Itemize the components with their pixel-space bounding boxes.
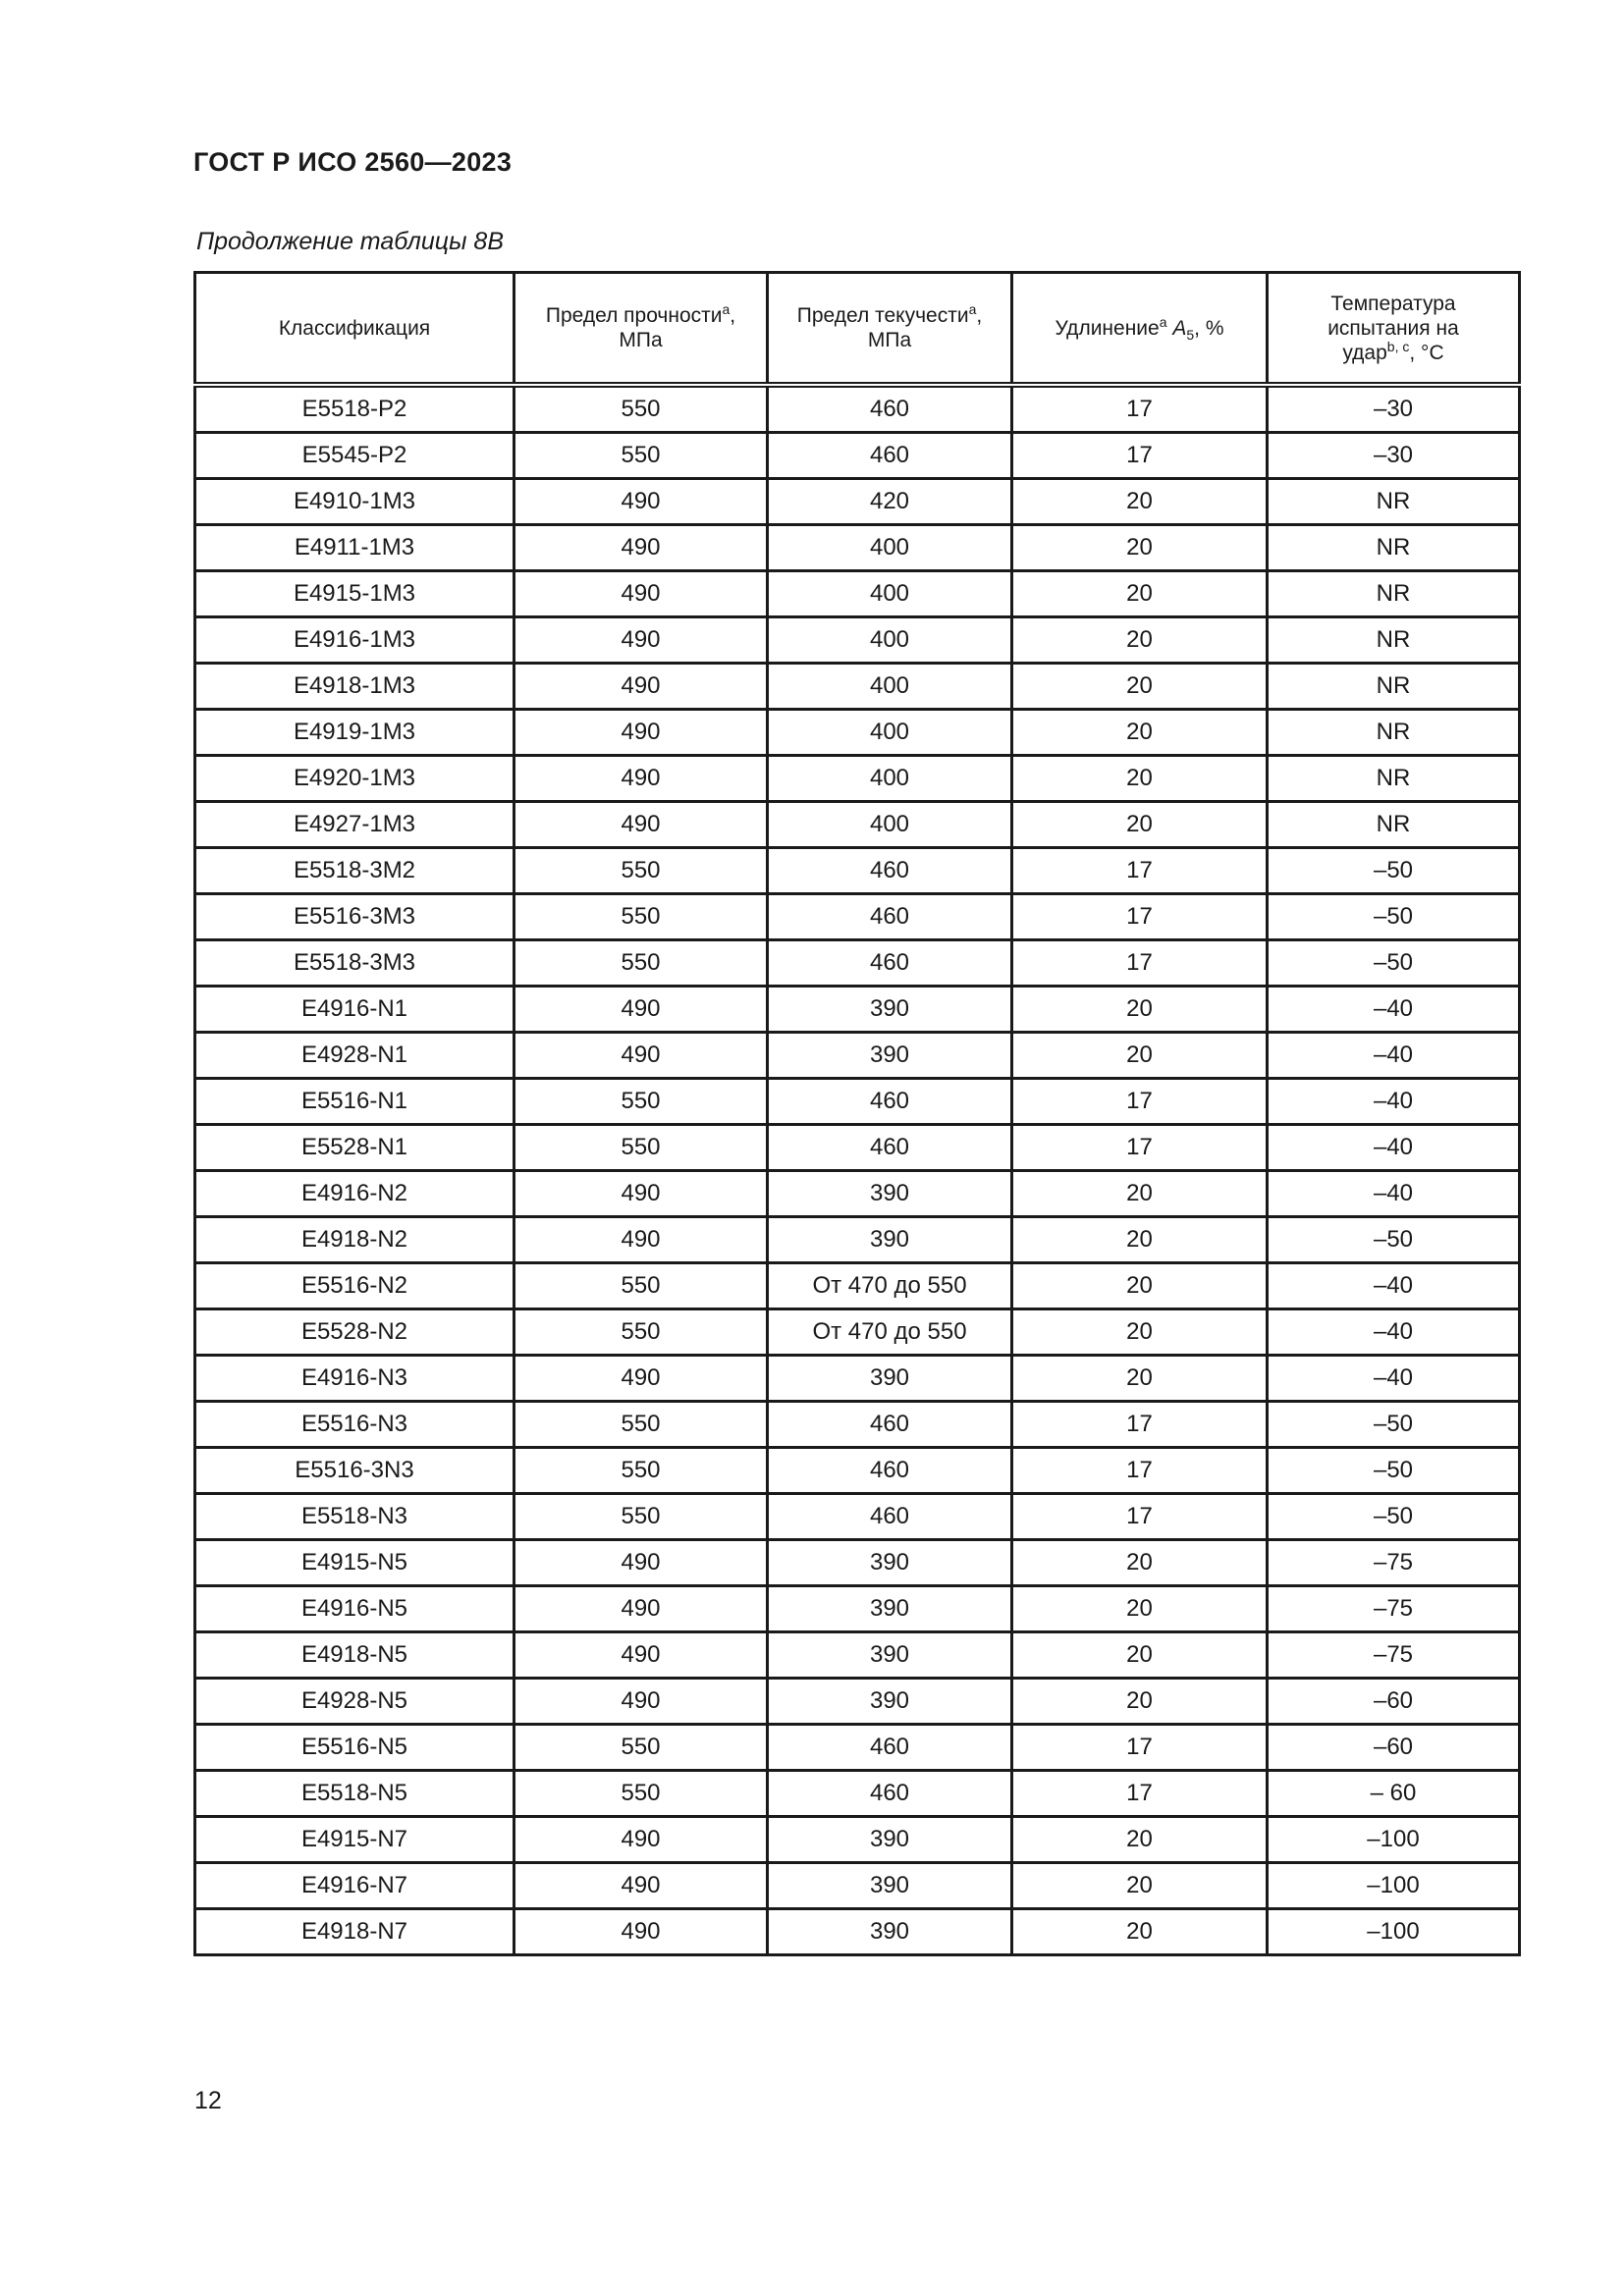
table-row — [195, 1817, 1520, 1863]
cell-test-temperature: –50 — [1268, 1494, 1520, 1540]
table-row — [195, 1217, 1520, 1263]
cell-classification: E4916-1M3 — [195, 617, 514, 664]
cell-test-temperature: NR — [1268, 525, 1520, 571]
cell-test-temperature: –50 — [1268, 894, 1520, 940]
cell-tensile-strength: 550 — [514, 1263, 768, 1309]
cell-classification: E4928-N5 — [195, 1679, 514, 1725]
col-header-classification: Классификация — [195, 273, 514, 386]
cell-yield-strength: 460 — [768, 1125, 1012, 1171]
cell-elongation: 20 — [1012, 1263, 1268, 1309]
cell-test-temperature: NR — [1268, 710, 1520, 756]
col-header-yield-strength: Предел текучести$^a$, МПа — [768, 273, 1012, 386]
cell-yield-strength: 460 — [768, 1448, 1012, 1494]
cell-test-temperature: –40 — [1268, 1125, 1520, 1171]
table-row — [195, 617, 1520, 664]
cell-elongation: 20 — [1012, 1586, 1268, 1632]
cell-tensile-strength: 550 — [514, 1125, 768, 1171]
cell-classification: E4916-N2 — [195, 1171, 514, 1217]
table-row — [195, 894, 1520, 940]
cell-test-temperature: –40 — [1268, 1309, 1520, 1356]
cell-test-temperature: –40 — [1268, 1263, 1520, 1309]
cell-test-temperature: NR — [1268, 756, 1520, 802]
table-row — [195, 1725, 1520, 1771]
cell-elongation: 17 — [1012, 1079, 1268, 1125]
cell-yield-strength: 390 — [768, 1586, 1012, 1632]
table-row — [195, 940, 1520, 987]
cell-yield-strength: 400 — [768, 571, 1012, 617]
header-row — [195, 273, 1520, 386]
cell-tensile-strength: 490 — [514, 1356, 768, 1402]
table-row — [195, 1494, 1520, 1540]
cell-yield-strength: 390 — [768, 1356, 1012, 1402]
table-row — [195, 664, 1520, 710]
cell-test-temperature: –60 — [1268, 1679, 1520, 1725]
cell-classification: E4915-N5 — [195, 1540, 514, 1586]
cell-yield-strength: 460 — [768, 940, 1012, 987]
cell-classification: E4910-1M3 — [195, 479, 514, 525]
cell-tensile-strength: 490 — [514, 479, 768, 525]
cell-elongation: 20 — [1012, 710, 1268, 756]
cell-yield-strength: От 470 до 550 — [768, 1263, 1012, 1309]
cell-tensile-strength: 490 — [514, 1033, 768, 1079]
table-row — [195, 1171, 1520, 1217]
cell-yield-strength: 390 — [768, 1632, 1012, 1679]
cell-classification: E4915-N7 — [195, 1817, 514, 1863]
cell-test-temperature: –40 — [1268, 1171, 1520, 1217]
table-row — [195, 1771, 1520, 1817]
document-code: ГОСТ Р ИСО 2560—2023 — [193, 147, 513, 177]
cell-tensile-strength: 490 — [514, 1540, 768, 1586]
cell-classification: E4911-1M3 — [195, 525, 514, 571]
cell-yield-strength: 420 — [768, 479, 1012, 525]
cell-classification: E5516-N5 — [195, 1725, 514, 1771]
cell-elongation: 20 — [1012, 987, 1268, 1033]
cell-elongation: 20 — [1012, 1817, 1268, 1863]
cell-tensile-strength: 490 — [514, 1217, 768, 1263]
cell-tensile-strength: 550 — [514, 1079, 768, 1125]
cell-tensile-strength: 550 — [514, 1725, 768, 1771]
cell-tensile-strength: 490 — [514, 1817, 768, 1863]
cell-test-temperature: –50 — [1268, 1448, 1520, 1494]
cell-test-temperature: –60 — [1268, 1725, 1520, 1771]
table-row — [195, 710, 1520, 756]
cell-classification: E4927-1M3 — [195, 802, 514, 848]
cell-tensile-strength: 550 — [514, 1402, 768, 1448]
cell-classification: E4916-N5 — [195, 1586, 514, 1632]
col-header-elongation: Удлинение$^a$ $A_5$, % — [1012, 273, 1268, 386]
table-caption: Продолжение таблицы 8B — [196, 228, 504, 255]
cell-classification: E5516-N1 — [195, 1079, 514, 1125]
cell-elongation: 20 — [1012, 1909, 1268, 1955]
col-header-tensile-strength: Предел прочности$^a$, МПа — [514, 273, 768, 386]
cell-test-temperature: –40 — [1268, 987, 1520, 1033]
cell-yield-strength: 460 — [768, 433, 1012, 479]
cell-yield-strength: 400 — [768, 802, 1012, 848]
cell-tensile-strength: 550 — [514, 940, 768, 987]
cell-tensile-strength: 490 — [514, 802, 768, 848]
cell-yield-strength: 390 — [768, 1817, 1012, 1863]
cell-elongation: 20 — [1012, 1356, 1268, 1402]
cell-yield-strength: 390 — [768, 987, 1012, 1033]
cell-elongation: 20 — [1012, 1632, 1268, 1679]
cell-yield-strength: 390 — [768, 1909, 1012, 1955]
cell-test-temperature: –30 — [1268, 433, 1520, 479]
cell-yield-strength: 460 — [768, 1494, 1012, 1540]
cell-yield-strength: 460 — [768, 848, 1012, 894]
cell-yield-strength: 390 — [768, 1540, 1012, 1586]
cell-elongation: 20 — [1012, 479, 1268, 525]
cell-test-temperature: –75 — [1268, 1540, 1520, 1586]
cell-yield-strength: 390 — [768, 1171, 1012, 1217]
table-row — [195, 802, 1520, 848]
cell-test-temperature: NR — [1268, 617, 1520, 664]
cell-classification: E5518-3M2 — [195, 848, 514, 894]
cell-tensile-strength: 490 — [514, 1863, 768, 1909]
cell-yield-strength: 460 — [768, 385, 1012, 433]
cell-classification: E5528-N2 — [195, 1309, 514, 1356]
cell-classification: E4918-1M3 — [195, 664, 514, 710]
cell-tensile-strength: 490 — [514, 1909, 768, 1955]
table-row — [195, 385, 1520, 433]
cell-test-temperature: –75 — [1268, 1586, 1520, 1632]
table-row — [195, 1540, 1520, 1586]
cell-classification: E5518-P2 — [195, 385, 514, 433]
cell-classification: E4916-N7 — [195, 1863, 514, 1909]
cell-classification: E5516-N2 — [195, 1263, 514, 1309]
table-row — [195, 1402, 1520, 1448]
table-row — [195, 1909, 1520, 1955]
cell-elongation: 20 — [1012, 1679, 1268, 1725]
cell-classification: E4919-1M3 — [195, 710, 514, 756]
cell-yield-strength: 460 — [768, 1725, 1012, 1771]
cell-yield-strength: 460 — [768, 1079, 1012, 1125]
cell-elongation: 20 — [1012, 1171, 1268, 1217]
cell-elongation: 20 — [1012, 1540, 1268, 1586]
cell-elongation: 20 — [1012, 1217, 1268, 1263]
cell-elongation: 17 — [1012, 894, 1268, 940]
cell-tensile-strength: 550 — [514, 433, 768, 479]
col-header-test-temperature: Температура испытания на удар$^{b, c}$, °C — [1268, 273, 1520, 386]
cell-yield-strength: 460 — [768, 1402, 1012, 1448]
cell-test-temperature: –40 — [1268, 1356, 1520, 1402]
cell-test-temperature: NR — [1268, 802, 1520, 848]
cell-yield-strength: 390 — [768, 1217, 1012, 1263]
cell-elongation: 20 — [1012, 664, 1268, 710]
cell-elongation: 17 — [1012, 940, 1268, 987]
cell-classification: E5516-3N3 — [195, 1448, 514, 1494]
cell-classification: E4915-1M3 — [195, 571, 514, 617]
table-row — [195, 1863, 1520, 1909]
cell-classification: E5518-N3 — [195, 1494, 514, 1540]
cell-test-temperature: –40 — [1268, 1079, 1520, 1125]
table-row — [195, 433, 1520, 479]
table-row — [195, 1263, 1520, 1309]
cell-test-temperature: –100 — [1268, 1863, 1520, 1909]
cell-tensile-strength: 490 — [514, 1632, 768, 1679]
table-row — [195, 1586, 1520, 1632]
cell-tensile-strength: 550 — [514, 1309, 768, 1356]
cell-test-temperature: –50 — [1268, 1402, 1520, 1448]
cell-classification: E5518-N5 — [195, 1771, 514, 1817]
cell-test-temperature: NR — [1268, 664, 1520, 710]
cell-elongation: 20 — [1012, 525, 1268, 571]
table-row — [195, 1356, 1520, 1402]
table-row — [195, 756, 1520, 802]
table-row — [195, 1632, 1520, 1679]
table-row — [195, 987, 1520, 1033]
cell-classification: E5516-3M3 — [195, 894, 514, 940]
cell-elongation: 20 — [1012, 571, 1268, 617]
table-header — [195, 273, 1520, 386]
cell-tensile-strength: 550 — [514, 848, 768, 894]
cell-test-temperature: –40 — [1268, 1033, 1520, 1079]
cell-yield-strength: 390 — [768, 1033, 1012, 1079]
cell-elongation: 17 — [1012, 1125, 1268, 1171]
table-row — [195, 1448, 1520, 1494]
table-row — [195, 1079, 1520, 1125]
cell-elongation: 17 — [1012, 848, 1268, 894]
cell-tensile-strength: 550 — [514, 1448, 768, 1494]
cell-classification: E5518-3M3 — [195, 940, 514, 987]
cell-classification: E4916-N3 — [195, 1356, 514, 1402]
cell-yield-strength: 460 — [768, 894, 1012, 940]
cell-elongation: 17 — [1012, 1725, 1268, 1771]
table-row — [195, 1125, 1520, 1171]
cell-classification: E4928-N1 — [195, 1033, 514, 1079]
cell-yield-strength: 400 — [768, 710, 1012, 756]
cell-test-temperature: –30 — [1268, 385, 1520, 433]
cell-yield-strength: 400 — [768, 617, 1012, 664]
cell-test-temperature: –100 — [1268, 1817, 1520, 1863]
cell-tensile-strength: 490 — [514, 1171, 768, 1217]
cell-tensile-strength: 490 — [514, 664, 768, 710]
cell-elongation: 17 — [1012, 1771, 1268, 1817]
cell-yield-strength: От 470 до 550 — [768, 1309, 1012, 1356]
cell-elongation: 17 — [1012, 433, 1268, 479]
cell-elongation: 20 — [1012, 617, 1268, 664]
cell-tensile-strength: 550 — [514, 894, 768, 940]
cell-yield-strength: 390 — [768, 1863, 1012, 1909]
table-row — [195, 848, 1520, 894]
cell-elongation: 20 — [1012, 802, 1268, 848]
cell-test-temperature: NR — [1268, 479, 1520, 525]
cell-elongation: 20 — [1012, 1033, 1268, 1079]
cell-test-temperature: –50 — [1268, 1217, 1520, 1263]
cell-tensile-strength: 490 — [514, 617, 768, 664]
table-body — [195, 385, 1520, 1955]
cell-elongation: 17 — [1012, 385, 1268, 433]
table-row — [195, 525, 1520, 571]
cell-tensile-strength: 550 — [514, 385, 768, 433]
cell-classification: E4920-1M3 — [195, 756, 514, 802]
cell-tensile-strength: 490 — [514, 756, 768, 802]
cell-test-temperature: –100 — [1268, 1909, 1520, 1955]
cell-yield-strength: 400 — [768, 664, 1012, 710]
cell-tensile-strength: 490 — [514, 525, 768, 571]
table-row — [195, 1309, 1520, 1356]
cell-test-temperature: –75 — [1268, 1632, 1520, 1679]
cell-yield-strength: 390 — [768, 1679, 1012, 1725]
cell-classification: E5528-N1 — [195, 1125, 514, 1171]
cell-elongation: 17 — [1012, 1402, 1268, 1448]
cell-tensile-strength: 490 — [514, 1586, 768, 1632]
cell-elongation: 20 — [1012, 756, 1268, 802]
cell-test-temperature: –50 — [1268, 940, 1520, 987]
cell-test-temperature: –50 — [1268, 848, 1520, 894]
cell-classification: E4916-N1 — [195, 987, 514, 1033]
table-row — [195, 571, 1520, 617]
table-row — [195, 1679, 1520, 1725]
cell-test-temperature: NR — [1268, 571, 1520, 617]
cell-tensile-strength: 550 — [514, 1494, 768, 1540]
table-row — [195, 479, 1520, 525]
cell-classification: E4918-N5 — [195, 1632, 514, 1679]
cell-classification: E5516-N3 — [195, 1402, 514, 1448]
properties-table — [193, 271, 1521, 1956]
cell-tensile-strength: 550 — [514, 1771, 768, 1817]
cell-tensile-strength: 490 — [514, 987, 768, 1033]
cell-classification: E4918-N2 — [195, 1217, 514, 1263]
cell-elongation: 20 — [1012, 1863, 1268, 1909]
cell-yield-strength: 460 — [768, 1771, 1012, 1817]
page-number: 12 — [194, 2087, 222, 2114]
cell-tensile-strength: 490 — [514, 1679, 768, 1725]
cell-yield-strength: 400 — [768, 525, 1012, 571]
cell-test-temperature: – 60 — [1268, 1771, 1520, 1817]
cell-tensile-strength: 490 — [514, 710, 768, 756]
cell-classification: E4918-N7 — [195, 1909, 514, 1955]
cell-elongation: 17 — [1012, 1448, 1268, 1494]
cell-tensile-strength: 490 — [514, 571, 768, 617]
cell-elongation: 17 — [1012, 1494, 1268, 1540]
table-row — [195, 1033, 1520, 1079]
cell-classification: E5545-P2 — [195, 433, 514, 479]
cell-yield-strength: 400 — [768, 756, 1012, 802]
cell-elongation: 20 — [1012, 1309, 1268, 1356]
